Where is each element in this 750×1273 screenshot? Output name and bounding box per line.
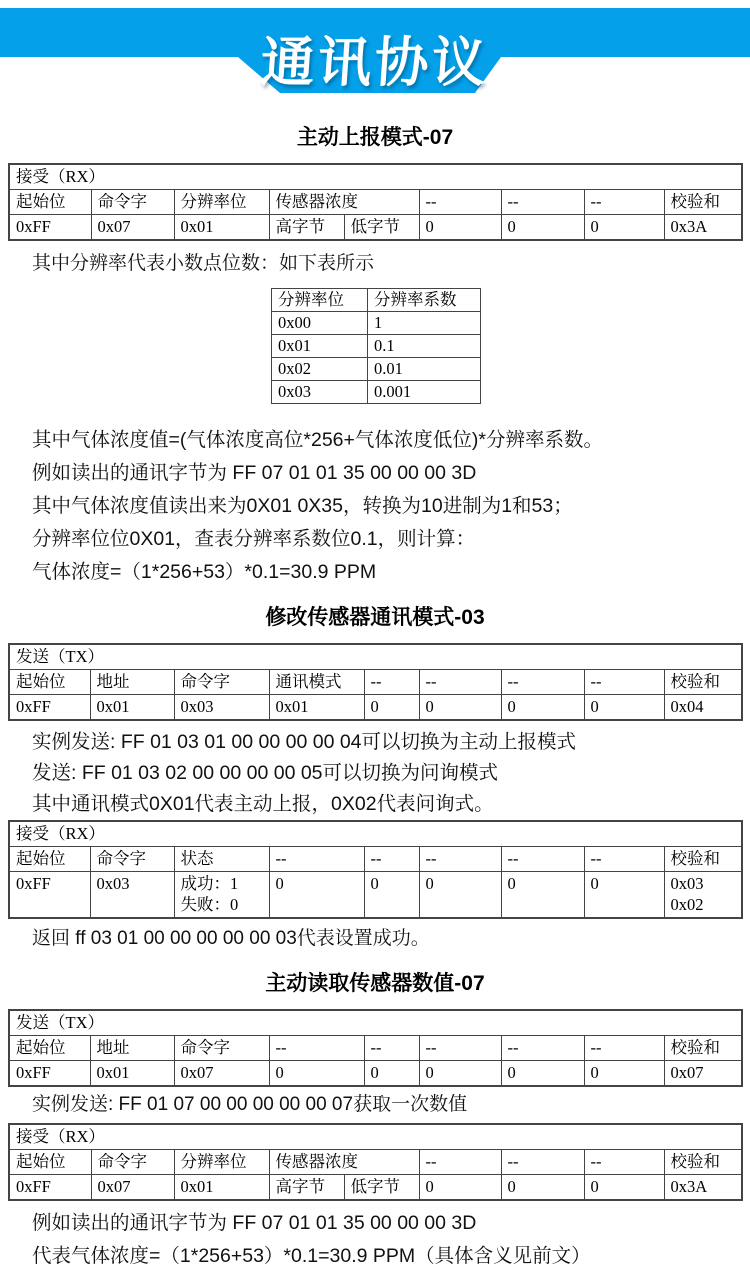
header-cell: --: [269, 847, 364, 872]
value-cell: [174, 872, 269, 919]
table-header-row: [9, 190, 742, 215]
value-cell: 0x03: [272, 381, 368, 404]
table-caption-row: [9, 164, 742, 190]
paragraph-line: 分辨率位位0X01，查表分辨率系数位0.1，则计算：: [32, 528, 476, 550]
value-cell: 0x02: [272, 358, 368, 381]
table-row: [272, 335, 481, 358]
paragraph-line: 气体浓度=（1*256+53）*0.1=30.9 PPM: [32, 561, 377, 583]
paragraph-line: 例如读出的通讯字节为 FF 07 01 01 35 00 00 00 3D: [32, 1212, 477, 1234]
value-cell: 0x01: [272, 335, 368, 358]
header-cell: --: [364, 670, 419, 695]
paragraph-line: 代表气体浓度=（1*256+53）*0.1=30.9 PPM（具体含义见前文）: [32, 1245, 591, 1267]
value-cell: 0xFF: [9, 872, 90, 919]
tx-table-read-value: [8, 1009, 743, 1087]
table-row: [272, 312, 481, 335]
header-cell: 地址: [90, 670, 174, 695]
status-success-line: 成功：1: [180, 874, 239, 893]
header-cell: --: [501, 1036, 584, 1061]
header-cell: 起始位: [9, 670, 90, 695]
paragraph-line: 其中通讯模式0X01代表主动上报，0X02代表问询式。: [32, 793, 494, 815]
value-cell: 0x3A: [664, 1175, 742, 1201]
header-cell: 通讯模式: [269, 670, 364, 695]
header-cell: 命令字: [91, 1150, 174, 1175]
send-example-note: 实例发送: FF 01 07 00 00 00 00 00 07获取一次数值: [32, 1094, 468, 1115]
table-value-row: [9, 1175, 742, 1201]
header-cell: --: [584, 190, 664, 215]
rx-table-active-report: [8, 163, 743, 241]
table-header-row: [9, 1036, 742, 1061]
header-cell: --: [501, 847, 584, 872]
value-cell: 0: [269, 1061, 364, 1087]
table-caption-row: [9, 644, 742, 670]
value-cell: [664, 872, 742, 919]
value-cell: 低字节: [344, 1175, 419, 1201]
header-cell: --: [419, 847, 501, 872]
value-cell: 0: [501, 695, 584, 721]
mode-switch-explanation: [32, 727, 750, 820]
value-cell: 0: [419, 1061, 501, 1087]
section-title-active-report-mode: 主动上报模式-07: [296, 126, 454, 149]
paragraph-line: 例如读出的通讯字节为 FF 07 01 01 35 00 00 00 3D: [32, 462, 477, 484]
value-cell: 0: [584, 1175, 664, 1201]
concentration-explanation: [32, 424, 750, 589]
value-cell: 0: [419, 215, 501, 241]
header-cell: 状态: [174, 847, 269, 872]
header-cell: 分辨率位: [174, 190, 269, 215]
value-cell: 0x07: [91, 215, 174, 241]
table-header-row: [272, 289, 481, 312]
value-cell: 0: [501, 872, 584, 919]
value-cell: 0: [364, 1061, 419, 1087]
header-cell: 命令字: [174, 670, 269, 695]
header-cell: --: [269, 1036, 364, 1061]
header-cell: --: [584, 847, 664, 872]
header-cell: --: [419, 670, 501, 695]
header-cell: 分辨率位: [174, 1150, 269, 1175]
header-cell: --: [584, 1150, 664, 1175]
value-cell: 0.001: [368, 381, 481, 404]
value-cell: 0x07: [664, 1061, 742, 1087]
header-cell: 命令字: [174, 1036, 269, 1061]
table-caption-row: [9, 821, 742, 847]
value-cell: 0xFF: [9, 695, 90, 721]
checksum-line: 0x03: [670, 874, 704, 893]
header-cell: 校验和: [664, 1036, 742, 1061]
value-cell: 高字节: [269, 1175, 344, 1201]
table-caption: 接受（RX）: [9, 1124, 742, 1150]
resolution-table: [271, 288, 481, 404]
value-cell: 0x07: [174, 1061, 269, 1087]
value-cell: 0: [584, 872, 664, 919]
section-title-read-sensor-value: 主动读取传感器数值-07: [265, 972, 485, 995]
value-cell: 0xFF: [9, 1175, 91, 1201]
header-cell: 校验和: [664, 190, 742, 215]
value-cell: 0: [419, 872, 501, 919]
value-cell: 0: [501, 1061, 584, 1087]
table-caption: 发送（TX）: [9, 644, 742, 670]
header-cell: 起始位: [9, 847, 90, 872]
paragraph-line: 其中气体浓度值读出来为0X01 0X35，转换为10进制为1和53；: [32, 495, 573, 517]
paragraph-line: 实例发送: FF 01 03 01 00 00 00 00 04可以切换为主动上报模式: [32, 731, 577, 753]
value-cell: 0.01: [368, 358, 481, 381]
table-value-row: [9, 872, 742, 919]
value-cell: 0: [364, 695, 419, 721]
header-cell: 起始位: [9, 190, 91, 215]
paragraph-line: 其中气体浓度值=(气体浓度高位*256+气体浓度低位)*分辨率系数。: [32, 429, 603, 451]
header-cell: --: [501, 190, 584, 215]
page-title: 通讯协议: [258, 33, 491, 93]
table-row: [272, 358, 481, 381]
header-cell: 校验和: [664, 670, 742, 695]
value-cell: 1: [368, 312, 481, 335]
status-fail-line: 失败：0: [180, 895, 239, 914]
table-caption-row: [9, 1010, 742, 1036]
header-cell: 起始位: [9, 1150, 91, 1175]
header-cell: --: [584, 670, 664, 695]
table-caption: 接受（RX）: [9, 164, 742, 190]
value-cell: 0: [419, 695, 501, 721]
header-cell: --: [419, 190, 501, 215]
value-cell: 0: [364, 872, 419, 919]
checksum-line: 0x02: [670, 895, 704, 914]
header-cell: --: [364, 1036, 419, 1061]
header-cell: --: [419, 1150, 501, 1175]
header-cell: 地址: [90, 1036, 174, 1061]
value-cell: 0: [419, 1175, 501, 1201]
value-cell: 0x00: [272, 312, 368, 335]
value-cell: 0: [584, 215, 664, 241]
header-cell: 传感器浓度: [269, 190, 419, 215]
table-header-row: [9, 847, 742, 872]
value-cell: 0x01: [174, 215, 269, 241]
table-value-row: [9, 215, 742, 241]
header-cell: --: [584, 1036, 664, 1061]
header-cell: --: [364, 847, 419, 872]
table-header-row: [9, 670, 742, 695]
table-caption: 发送（TX）: [9, 1010, 742, 1036]
header-cell: 传感器浓度: [269, 1150, 419, 1175]
table-value-row: [9, 1061, 742, 1087]
header-cell: --: [501, 670, 584, 695]
header-cell: 起始位: [9, 1036, 90, 1061]
value-cell: 0xFF: [9, 1061, 90, 1087]
value-cell: 0x03: [90, 872, 174, 919]
tx-table-modify-mode: [8, 643, 743, 721]
value-cell: 0x07: [91, 1175, 174, 1201]
value-cell: 0: [269, 872, 364, 919]
value-cell: 低字节: [344, 215, 419, 241]
value-cell: 0x01: [90, 1061, 174, 1087]
header-cell: 分辨率系数: [368, 289, 481, 312]
resolution-note: 其中分辨率代表小数点位数：如下表所示: [32, 253, 375, 274]
value-cell: 0: [584, 695, 664, 721]
value-cell: 0x03: [174, 695, 269, 721]
paragraph-line: 发送: FF 01 03 02 00 00 00 00 05可以切换为问询模式: [32, 762, 499, 784]
section-title-modify-comm-mode: 修改传感器通讯模式-03: [265, 606, 485, 629]
table-caption: 接受（RX）: [9, 821, 742, 847]
value-cell: 0.1: [368, 335, 481, 358]
header-cell: 命令字: [90, 847, 174, 872]
header-cell: --: [419, 1036, 501, 1061]
header-cell: 校验和: [664, 847, 742, 872]
table-value-row: [9, 695, 742, 721]
header-cell: --: [501, 1150, 584, 1175]
header-banner: [0, 0, 750, 93]
value-cell: 0x3A: [664, 215, 742, 241]
value-cell: 0x01: [90, 695, 174, 721]
header-cell: 命令字: [91, 190, 174, 215]
value-cell: 0: [501, 215, 584, 241]
rx-table-modify-mode: [8, 820, 743, 919]
value-cell: 0: [501, 1175, 584, 1201]
value-cell: 0x01: [174, 1175, 269, 1201]
value-cell: 高字节: [269, 215, 344, 241]
final-example-paragraph: [32, 1207, 750, 1273]
rx-table-read-value: [8, 1123, 743, 1201]
value-cell: 0: [584, 1061, 664, 1087]
header-cell: 分辨率位: [272, 289, 368, 312]
value-cell: 0x04: [664, 695, 742, 721]
setting-success-note: 返回 ff 03 01 00 00 00 00 00 03代表设置成功。: [32, 928, 430, 949]
table-caption-row: [9, 1124, 742, 1150]
value-cell: 0x01: [269, 695, 364, 721]
value-cell: 0xFF: [9, 215, 91, 241]
table-header-row: [9, 1150, 742, 1175]
header-cell: 校验和: [664, 1150, 742, 1175]
table-row: [272, 381, 481, 404]
